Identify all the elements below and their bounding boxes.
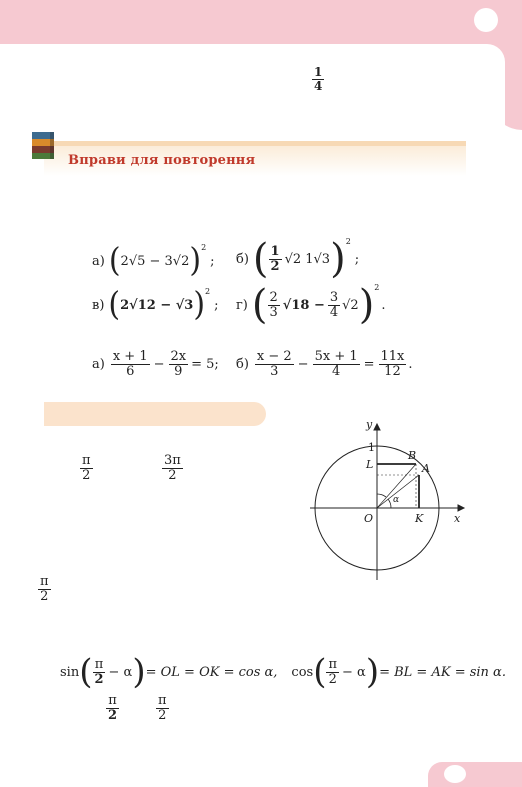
ex1-g-frac2 xyxy=(328,291,340,319)
ex2-a-frac2-num: 2x xyxy=(170,348,187,364)
ex1-b-frac-num: 1 xyxy=(270,243,280,259)
exercise2-right xyxy=(236,346,413,382)
label-L: L xyxy=(366,458,374,471)
ex1-g-label: г) xyxy=(236,297,248,313)
ex1-g-frac2-den: 4 xyxy=(329,304,339,320)
exercise1-row1-left xyxy=(92,241,215,280)
ex2-b-frac1-num: x − 2 xyxy=(256,348,292,364)
ex2-a-minus: − xyxy=(153,356,165,372)
books-icon xyxy=(30,130,58,160)
ex2-a-frac1-den: 6 xyxy=(126,363,135,379)
formula-cos-frac-den: 2 xyxy=(328,671,337,687)
formula-cos-rparen: ) xyxy=(365,652,380,692)
ex1-g-frac1-num: 2 xyxy=(269,289,278,305)
page-corner-circle xyxy=(474,8,498,32)
formula-sin: sin xyxy=(60,664,80,680)
label-one: 1 xyxy=(368,441,375,454)
ex1-g-frac2-num: 3 xyxy=(329,289,339,305)
ex2-a-label: а) xyxy=(92,356,105,372)
ex2-b-eq: = xyxy=(363,356,375,372)
ex1-b-label: б) xyxy=(236,251,249,267)
ex1-a-label: а) xyxy=(92,253,105,269)
ex1-b-exp: 2 xyxy=(345,236,351,246)
ex2-a-frac2 xyxy=(169,350,189,378)
top-fraction-num: 1 xyxy=(314,65,323,79)
ex2-a-frac1 xyxy=(111,350,150,378)
exercise1-row2-right xyxy=(236,282,386,328)
bottom-fraction-1-num: π xyxy=(108,693,117,708)
formula-sin-minus-alpha: − α xyxy=(108,664,133,680)
formula-sin-eq: = OL = OK = cos α, xyxy=(145,664,278,680)
fraction-pi-over-2-num: π xyxy=(82,453,91,468)
fraction-pi-over-2-margin-den: 2 xyxy=(40,588,49,604)
fraction-pi-over-2-margin xyxy=(38,575,51,603)
x-axis-arrow xyxy=(458,505,464,511)
label-y: y xyxy=(366,418,373,431)
ex2-b-frac2 xyxy=(313,350,360,378)
ex1-g-lparen: ( xyxy=(251,282,268,328)
page-number-tab xyxy=(428,762,522,787)
ex2-a-frac1-num: x + 1 xyxy=(112,348,148,364)
ex1-v-end: ; xyxy=(214,297,219,313)
ex1-b-rest: √2 1√3 xyxy=(284,251,331,267)
formula-sin-rparen: ) xyxy=(132,652,146,692)
formula-sin-frac-num: π xyxy=(94,656,104,672)
ex2-b-frac2-num: 5x + 1 xyxy=(314,348,358,364)
ex2-b-label: б) xyxy=(236,356,249,372)
ex1-g-rparen: ) xyxy=(358,282,375,328)
top-fraction-den: 4 xyxy=(314,78,323,93)
ex1-g-mid: √18 − xyxy=(282,297,325,313)
ex2-b-frac3-den: 12 xyxy=(384,363,401,379)
ex1-g-rest: √2 xyxy=(342,297,359,313)
y-axis-arrow xyxy=(374,424,380,430)
ex2-b-frac1 xyxy=(255,350,294,378)
angle-arc-top xyxy=(377,494,386,497)
angle-arc xyxy=(388,499,391,508)
ex2-b-end: . xyxy=(408,356,413,372)
ex1-v-base: 2√12 − √3 xyxy=(120,297,194,313)
ex1-a-base: 2√5 − 3√2 xyxy=(120,253,190,269)
label-O: O xyxy=(364,512,374,525)
fraction-3pi-over-2-den: 2 xyxy=(168,467,177,483)
ex2-b-frac3 xyxy=(379,350,407,378)
page-number-circle xyxy=(444,765,466,783)
label-alpha: α xyxy=(393,495,400,505)
label-K: K xyxy=(415,512,424,525)
ex2-a-rest: = 5; xyxy=(191,356,219,372)
fraction-pi-over-2-den: 2 xyxy=(82,467,91,483)
exercise1-row2-left xyxy=(92,285,219,324)
fraction-3pi-over-2 xyxy=(162,454,183,482)
formula-cos-minus-alpha: − α xyxy=(342,664,366,680)
bottom-fraction-2-den: 2 xyxy=(158,707,167,723)
ex1-g-frac1 xyxy=(268,291,280,319)
formula-sin-frac-den: 2 xyxy=(94,671,104,687)
bottom-fraction-2 xyxy=(156,694,169,722)
ex1-v-rparen: ) xyxy=(193,285,206,324)
unit-circle-drawing xyxy=(310,424,464,580)
label-A: A xyxy=(422,462,430,475)
ex2-b-frac3-num: 11x xyxy=(380,348,405,364)
reduction-formula-line xyxy=(60,652,506,692)
bottom-fraction-1 xyxy=(106,694,119,722)
ex1-g-end: . xyxy=(381,297,386,313)
ex2-b-frac1-den: 3 xyxy=(270,363,279,379)
formula-sin-lparen: ( xyxy=(79,652,93,692)
fraction-pi-over-2 xyxy=(80,454,93,482)
unit-circle-figure xyxy=(300,416,480,586)
formula-cos-frac xyxy=(326,658,339,686)
ex1-b-end: ; xyxy=(354,251,360,267)
ex2-b-frac2-den: 4 xyxy=(331,363,341,379)
ex1-g-frac1-den: 3 xyxy=(269,304,278,320)
ex1-b-lparen: ( xyxy=(252,236,269,282)
section-title: Вправи для повторення xyxy=(68,153,256,168)
ex1-g-exp: 2 xyxy=(374,282,380,292)
formula-cos-eq: = BL = AK = sin α. xyxy=(379,664,506,680)
ex1-v-lparen: ( xyxy=(108,285,121,324)
bottom-fraction-1-den: 2 xyxy=(108,707,118,723)
ex1-a-end: ; xyxy=(210,253,215,269)
ex1-a-exp: 2 xyxy=(201,242,207,252)
page-header-band xyxy=(0,0,522,44)
bottom-fraction-2-num: π xyxy=(158,693,167,708)
ex2-b-minus: − xyxy=(297,356,309,372)
ex2-a-frac2-den: 9 xyxy=(174,363,183,379)
fraction-pi-over-2-margin-num: π xyxy=(40,574,49,589)
ex1-b-rparen: ) xyxy=(330,236,346,282)
formula-cos-frac-num: π xyxy=(328,656,338,672)
ex1-a-lparen: ( xyxy=(108,241,121,280)
ex1-b-frac xyxy=(269,245,282,273)
top-fraction xyxy=(312,66,324,92)
exercise1-row1-right xyxy=(236,236,359,282)
ex1-v-label: в) xyxy=(92,297,105,313)
formula-cos-lparen: ( xyxy=(313,652,327,692)
label-B: B xyxy=(408,449,417,462)
formula-sin-frac xyxy=(92,658,105,686)
subsection-tab xyxy=(44,402,266,426)
ex1-a-rparen: ) xyxy=(189,241,202,280)
exercise2-left xyxy=(92,346,219,382)
label-x: x xyxy=(454,512,461,525)
formula-cos: cos xyxy=(291,664,314,680)
fraction-3pi-over-2-num: 3π xyxy=(164,453,181,468)
ex1-v-exp: 2 xyxy=(205,286,211,296)
ex1-b-frac-den: 2 xyxy=(270,258,280,274)
